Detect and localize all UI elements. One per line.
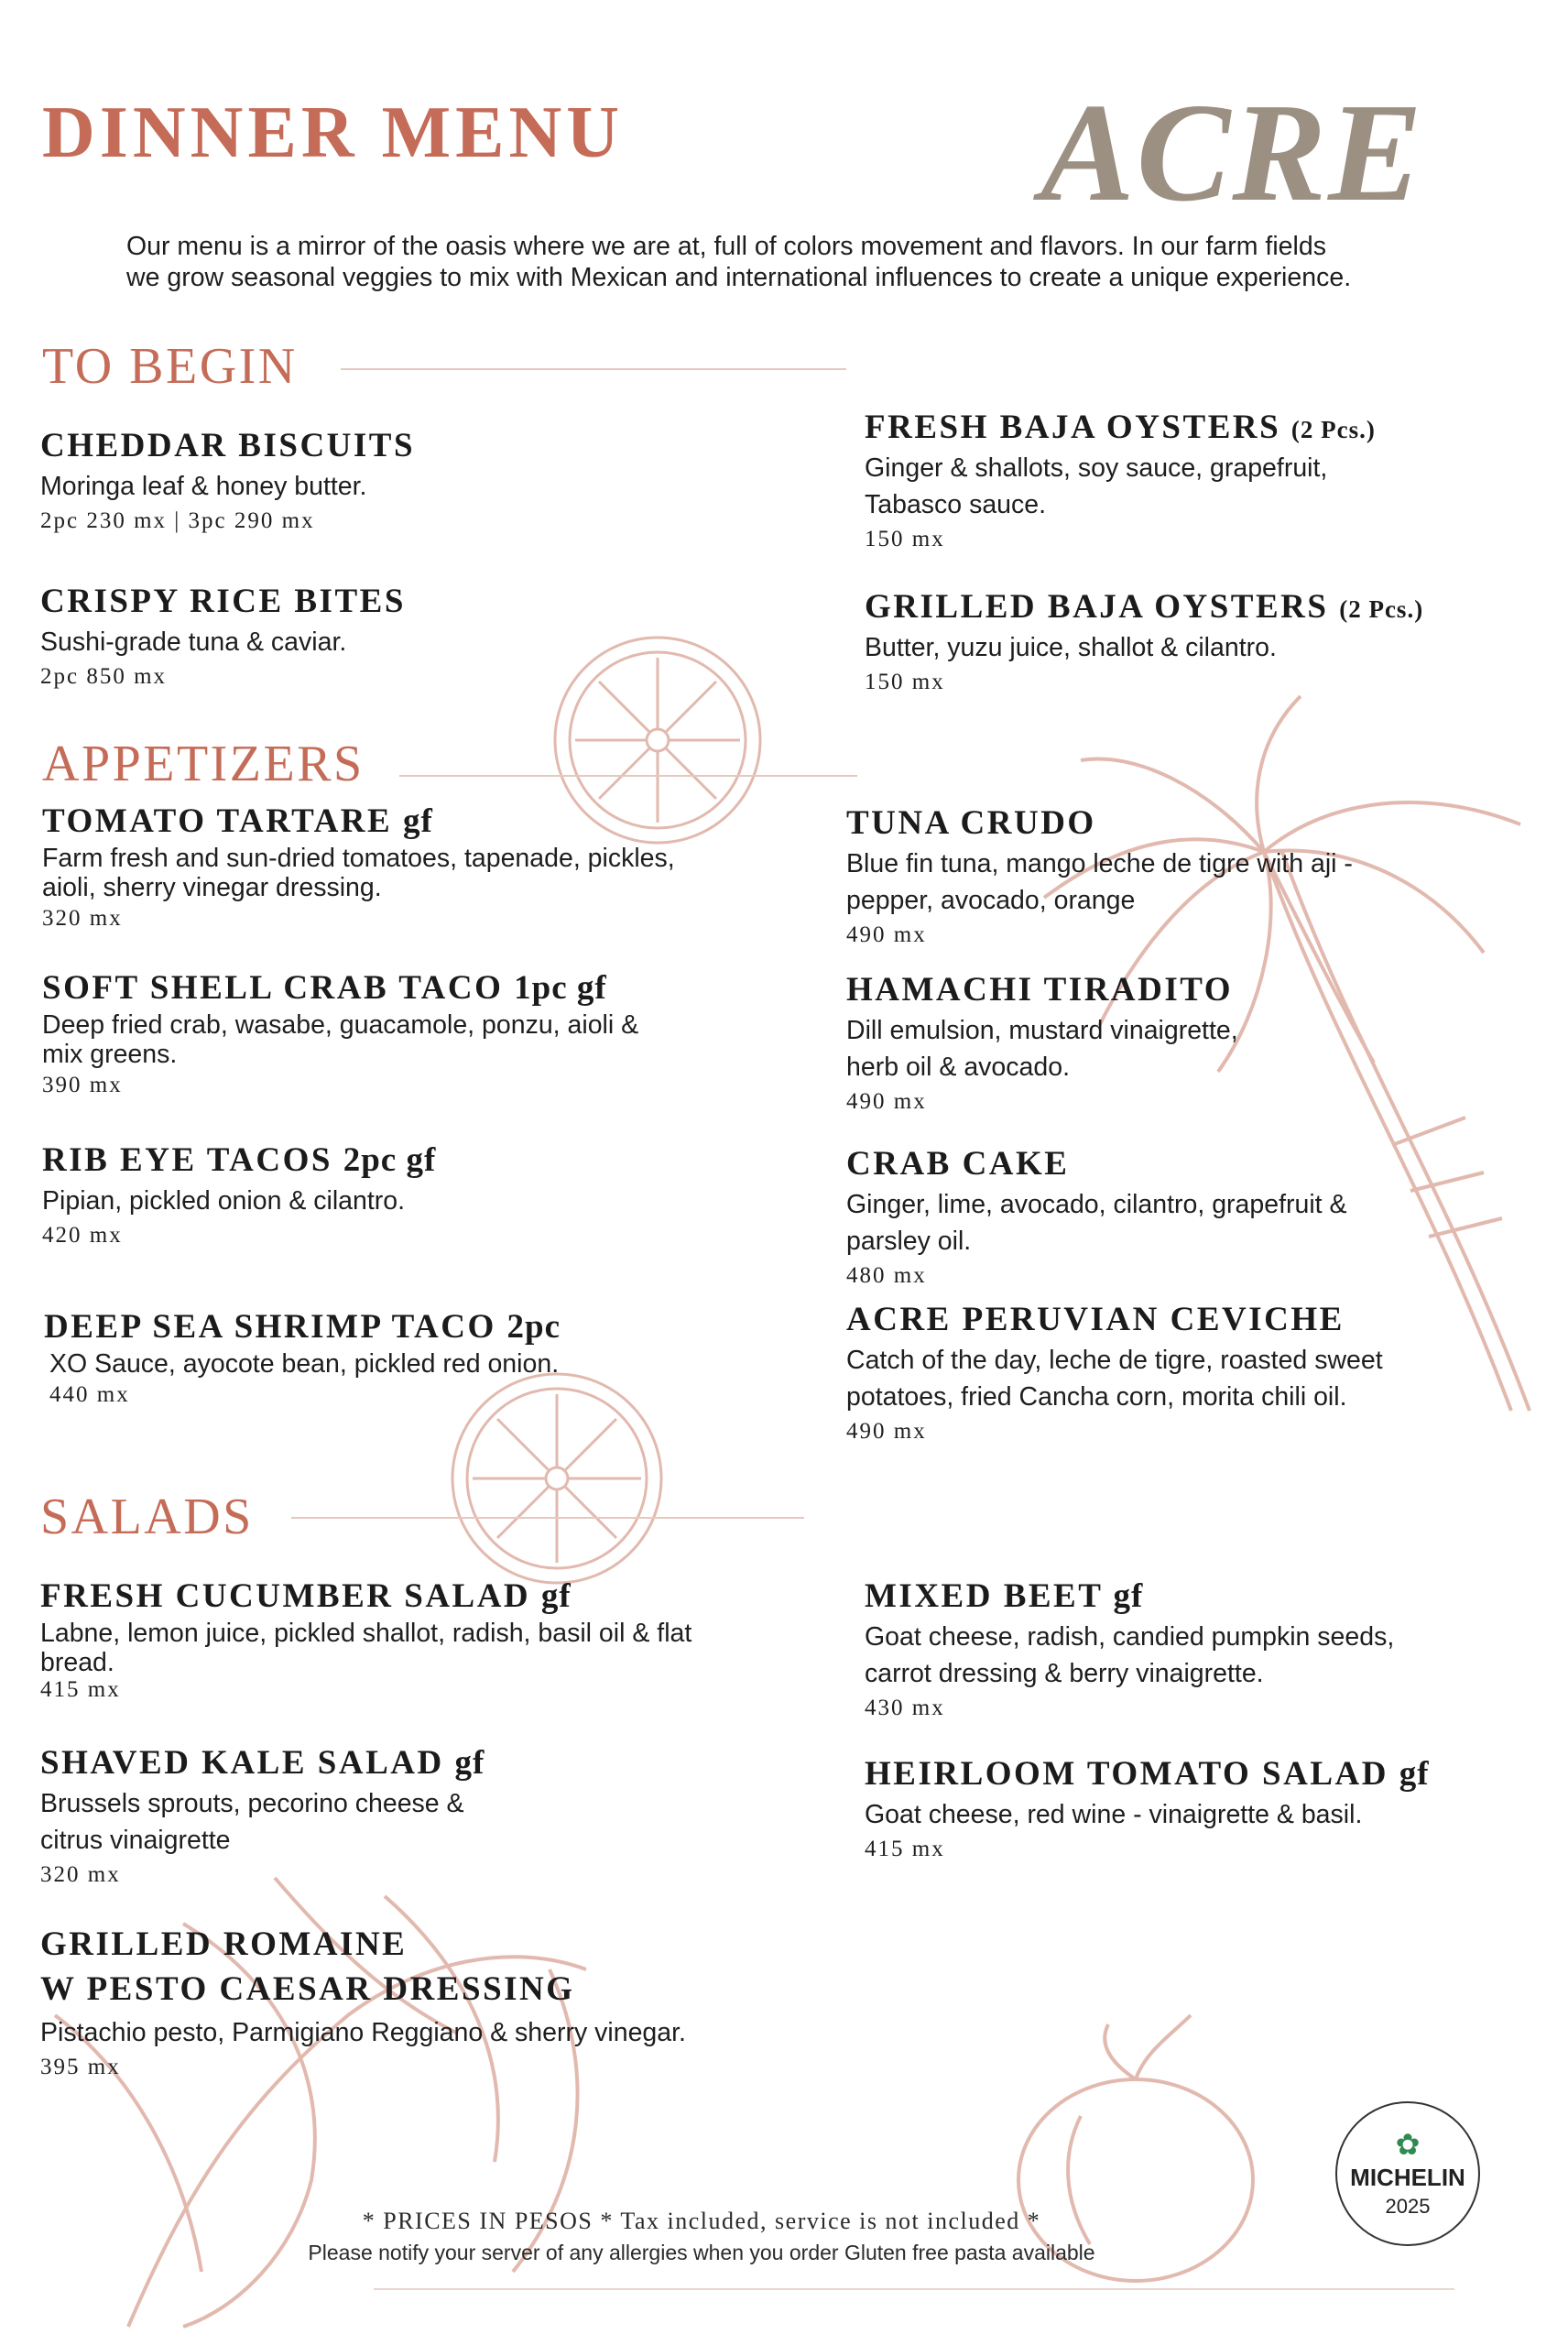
- item-name: GRILLED ROMAINE: [40, 1925, 408, 1963]
- item-price: 440 mx: [49, 1381, 130, 1407]
- item-name: [40, 1577, 700, 1617]
- item-name-text: MIXED BEET: [865, 1577, 1103, 1615]
- section-divider: [341, 368, 846, 370]
- item-name: TUNA CRUDO: [846, 804, 1096, 842]
- menu-item: [40, 1744, 517, 1888]
- michelin-badge: [1335, 2101, 1480, 2246]
- item-name-line-2: W PESTO CAESAR DRESSING: [40, 1969, 575, 2008]
- item-tag: 2pc gf: [343, 1141, 437, 1179]
- item-price: 150 mx: [865, 526, 945, 551]
- item-tag: (2 Pcs.): [1290, 416, 1376, 443]
- item-tag: gf: [454, 1744, 485, 1782]
- menu-item: [846, 1301, 1451, 1445]
- item-price: 320 mx: [40, 1861, 121, 1887]
- item-name-text: DEEP SEA SHRIMP TACO: [44, 1308, 496, 1346]
- item-name: ACRE PERUVIAN CEVICHE: [846, 1301, 1345, 1338]
- item-price: 490 mx: [846, 922, 927, 947]
- item-price: 480 mx: [846, 1262, 927, 1288]
- item-name: CHEDDAR BISCUITS: [40, 427, 416, 464]
- item-price: 2pc 230 mx | 3pc 290 mx: [40, 507, 315, 533]
- menu-item: [40, 1577, 700, 1703]
- item-name: [865, 409, 1414, 448]
- menu-item: [44, 1308, 685, 1408]
- item-description: Dill emulsion, mustard vinaigrette, herb oil & avocado.: [846, 1015, 1238, 1082]
- menu-item: [42, 1141, 683, 1249]
- section-heading-salads: SALADS: [40, 1489, 254, 1545]
- item-name: [44, 1308, 685, 1347]
- item-name-text: SHAVED KALE SALAD: [40, 1744, 444, 1782]
- item-name: [42, 1141, 683, 1181]
- menu-item: [40, 427, 736, 534]
- item-name-text: FRESH BAJA OYSTERS: [865, 409, 1281, 446]
- item-description: Ginger, lime, avocado, cilantro, grapefruit & parsley oil.: [846, 1189, 1347, 1256]
- menu-item: [865, 1577, 1451, 1721]
- item-description: Deep fried crab, wasabe, guacamole, ponzu, aioli & mix greens.: [42, 1009, 639, 1069]
- prices-note: * PRICES IN PESOS * Tax included, service is not included *: [362, 2208, 1041, 2234]
- item-description: XO Sauce, ayocote bean, pickled red onion.: [49, 1348, 560, 1379]
- section-divider: [399, 775, 857, 777]
- item-description: Goat cheese, radish, candied pumpkin seeds, carrot dressing & berry vinaigrette.: [865, 1621, 1395, 1688]
- menu-item: [846, 804, 1442, 948]
- item-name: [40, 1744, 517, 1783]
- item-name-text: FRESH CUCUMBER SALAD: [40, 1577, 531, 1615]
- item-name: [42, 802, 683, 842]
- menu-item: [865, 588, 1451, 695]
- item-name: CRAB CAKE: [846, 1145, 1070, 1183]
- item-name-text: TOMATO TARTARE: [42, 802, 393, 840]
- item-name-text: HEIRLOOM TOMATO SALAD: [865, 1755, 1388, 1793]
- item-price: 430 mx: [865, 1695, 945, 1720]
- item-description: Pistachio pesto, Parmigiano Reggiano & sherry vinegar.: [40, 2018, 686, 2048]
- section-divider: [291, 1517, 804, 1519]
- menu-item: [40, 583, 736, 690]
- item-description: Farm fresh and sun-dried tomatoes, tapenade, pickles, aioli, sherry vinegar dressing.: [42, 843, 675, 902]
- menu-item: [42, 802, 683, 932]
- item-tag: gf: [540, 1577, 572, 1615]
- item-description: Moringa leaf & honey butter.: [40, 471, 367, 501]
- item-price: 2pc 850 mx: [40, 663, 168, 689]
- item-tag: 1pc gf: [514, 969, 607, 1007]
- item-description: Pipian, pickled onion & cilantro.: [42, 1185, 406, 1216]
- item-name-text: RIB EYE TACOS: [42, 1141, 332, 1179]
- item-price: 415 mx: [865, 1836, 945, 1861]
- allergy-note: Please notify your server of any allergies when you order Gluten free pasta available: [308, 2241, 1095, 2264]
- item-price: 150 mx: [865, 669, 945, 694]
- item-description: Labne, lemon juice, pickled shallot, radish, basil oil & flat bread.: [40, 1618, 692, 1677]
- item-description: Catch of the day, leche de tigre, roasted sweet potatoes, fried Cancha corn, morita chili oil.: [846, 1345, 1383, 1412]
- item-tag: (2 Pcs.): [1339, 595, 1424, 623]
- item-name: HAMACHI TIRADITO: [846, 971, 1234, 1009]
- item-tag: gf: [1113, 1577, 1144, 1615]
- intro-line: we grow seasonal veggies to mix with Mexican and international influences to create a unique experience.: [126, 263, 1352, 292]
- menu-item: [42, 969, 683, 1098]
- item-tag: gf: [402, 802, 433, 840]
- intro-text: [126, 231, 1445, 293]
- item-tag: 2pc: [506, 1308, 561, 1346]
- menu-item: [865, 1755, 1469, 1862]
- item-price: 390 mx: [42, 1072, 123, 1097]
- section-heading-to-begin: TO BEGIN: [42, 338, 298, 395]
- item-price: 490 mx: [846, 1418, 927, 1444]
- michelin-year: 2025: [1385, 2195, 1431, 2218]
- menu-title: DINNER MENU: [42, 93, 624, 173]
- section-heading-appetizers: APPETIZERS: [42, 736, 365, 792]
- footer-divider: [374, 2288, 1454, 2290]
- menu-item: [40, 1925, 791, 2080]
- item-price: 320 mx: [42, 905, 123, 931]
- intro-line: Our menu is a mirror of the oasis where we are at, full of colors movement and flavors. In our farm fields: [126, 232, 1326, 261]
- item-description: Blue fin tuna, mango leche de tigre with aji - pepper, avocado, orange: [846, 848, 1353, 915]
- item-description: Brussels sprouts, pecorino cheese & citrus vinaigrette: [40, 1788, 464, 1855]
- item-price: 395 mx: [40, 2055, 121, 2080]
- item-price: 420 mx: [42, 1222, 123, 1248]
- acre-logo: ACRE: [1040, 75, 1424, 231]
- item-name: [865, 588, 1451, 627]
- menu-item: [846, 1145, 1414, 1289]
- item-price: 490 mx: [846, 1088, 927, 1114]
- michelin-clover-icon: ✿: [1395, 2128, 1421, 2161]
- item-description: Ginger & shallots, soy sauce, grapefruit, Tabasco sauce.: [865, 453, 1328, 519]
- item-price: 415 mx: [40, 1676, 121, 1702]
- item-description: Sushi-grade tuna & caviar.: [40, 627, 347, 657]
- item-name-text: GRILLED BAJA OYSTERS: [865, 588, 1329, 626]
- menu-item: [846, 971, 1442, 1115]
- item-name-text: SOFT SHELL CRAB TACO: [42, 969, 504, 1007]
- item-tag: gf: [1399, 1755, 1430, 1793]
- item-name: [865, 1755, 1469, 1794]
- item-description: Goat cheese, red wine - vinaigrette & basil.: [865, 1799, 1363, 1829]
- item-name: [865, 1577, 1451, 1617]
- menu-item: [865, 409, 1414, 552]
- item-description: Butter, yuzu juice, shallot & cilantro.: [865, 632, 1277, 662]
- michelin-brand: MICHELIN: [1350, 2164, 1465, 2191]
- item-name: [42, 969, 683, 1009]
- item-name: CRISPY RICE BITES: [40, 583, 406, 620]
